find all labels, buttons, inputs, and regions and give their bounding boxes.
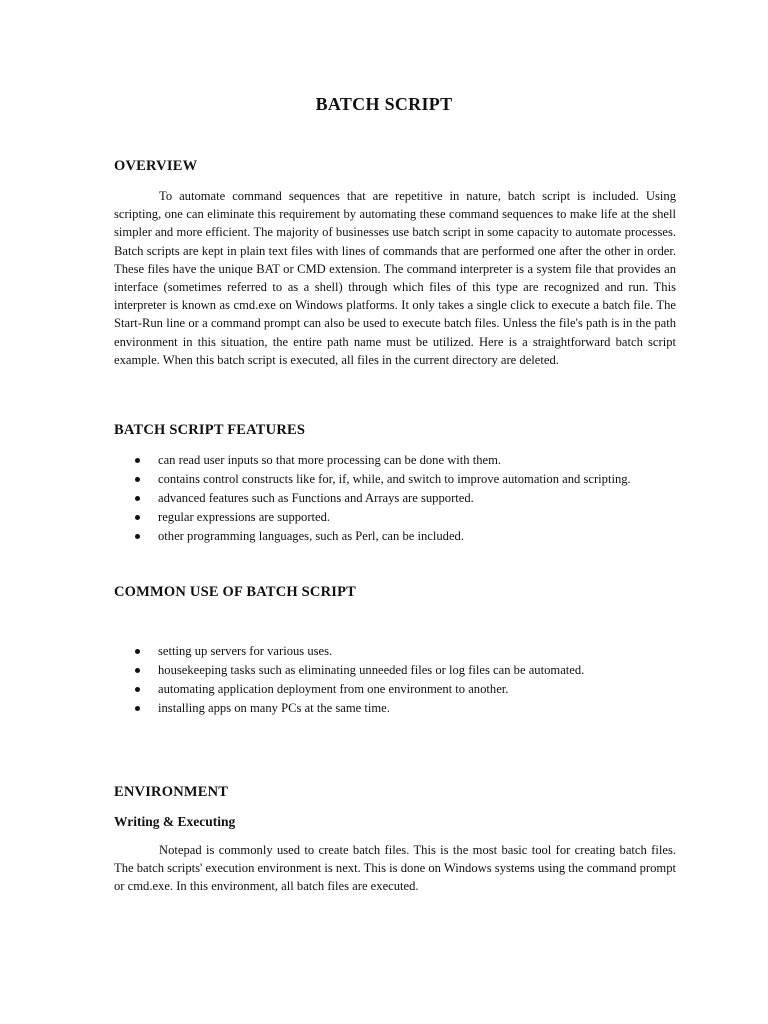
bullet-icon — [135, 687, 140, 692]
list-item — [114, 699, 694, 718]
document-title: BATCH SCRIPT — [315, 94, 453, 114]
list-item-text: other programming languages, such as Perl, can be included. — [158, 529, 465, 543]
bullet-icon — [135, 496, 140, 501]
overview-heading: OVERVIEW — [114, 158, 198, 174]
list-item-text: can read user inputs so that more processing can be done with them. — [158, 453, 502, 467]
list-item — [114, 661, 694, 680]
bullet-icon — [135, 458, 140, 463]
list-item — [114, 451, 694, 470]
bullet-icon — [135, 649, 140, 654]
features-list — [114, 451, 694, 546]
list-item — [114, 527, 694, 546]
common-use-heading: COMMON USE OF BATCH SCRIPT — [114, 584, 357, 600]
list-item — [114, 508, 694, 527]
list-item-text: regular expressions are supported. — [158, 510, 331, 524]
environment-paragraph: Notepad is commonly used to create batch files. This is the most basic tool for creating batch files. The batch scripts' execution environment is next. This is done on Windows systems using the command prompt or cmd.exe. In this environment, all batch files are executed. — [114, 843, 676, 894]
bullet-icon — [135, 515, 140, 520]
list-item — [114, 489, 694, 508]
bullet-icon — [135, 706, 140, 711]
list-item-text: housekeeping tasks such as eliminating unneeded files or log files can be automated. — [158, 663, 585, 677]
environment-subheading: Writing & Executing — [114, 814, 236, 829]
overview-paragraph: To automate command sequences that are repetitive in nature, batch script is included. Using scripting, one can eliminate this requirement by automating these command sequences to make life at the shell simpler and more efficient. The majority of businesses use batch script in some capacity to automate processes. Batch scripts are kept in plain text files with lines of commands that are performed one after the other in order. These files have the unique BAT or CMD extension. The command interpreter is a system file that provides an interface (sometimes referred to as a shell) through which files of this type are recognized and run. This interpreter is known as cmd.exe on Windows platforms. It only takes a single click to execute a batch file. The Start-Run line or a command prompt can also be used to execute batch files. Unless the file's path is in the path environment in this situation, the entire path name must be utilized. Here is a straightforward batch script example. When this batch script is executed, all files in the current directory are deleted. — [114, 189, 676, 367]
environment-heading: ENVIRONMENT — [114, 784, 229, 800]
list-item — [114, 470, 694, 489]
list-item-text: installing apps on many PCs at the same time. — [158, 701, 390, 715]
bullet-icon — [135, 534, 140, 539]
list-item-text: contains control constructs like for, if, while, and switch to improve automation and scripting. — [158, 472, 631, 486]
bullet-icon — [135, 477, 140, 482]
bullet-icon — [135, 668, 140, 673]
list-item — [114, 680, 694, 699]
list-item-text: automating application deployment from one environment to another. — [158, 682, 509, 696]
list-item — [114, 642, 694, 661]
list-item-text: setting up servers for various uses. — [158, 644, 333, 658]
list-item-text: advanced features such as Functions and Arrays are supported. — [158, 491, 474, 505]
common-use-list — [114, 642, 694, 718]
features-heading: BATCH SCRIPT FEATURES — [114, 422, 306, 438]
